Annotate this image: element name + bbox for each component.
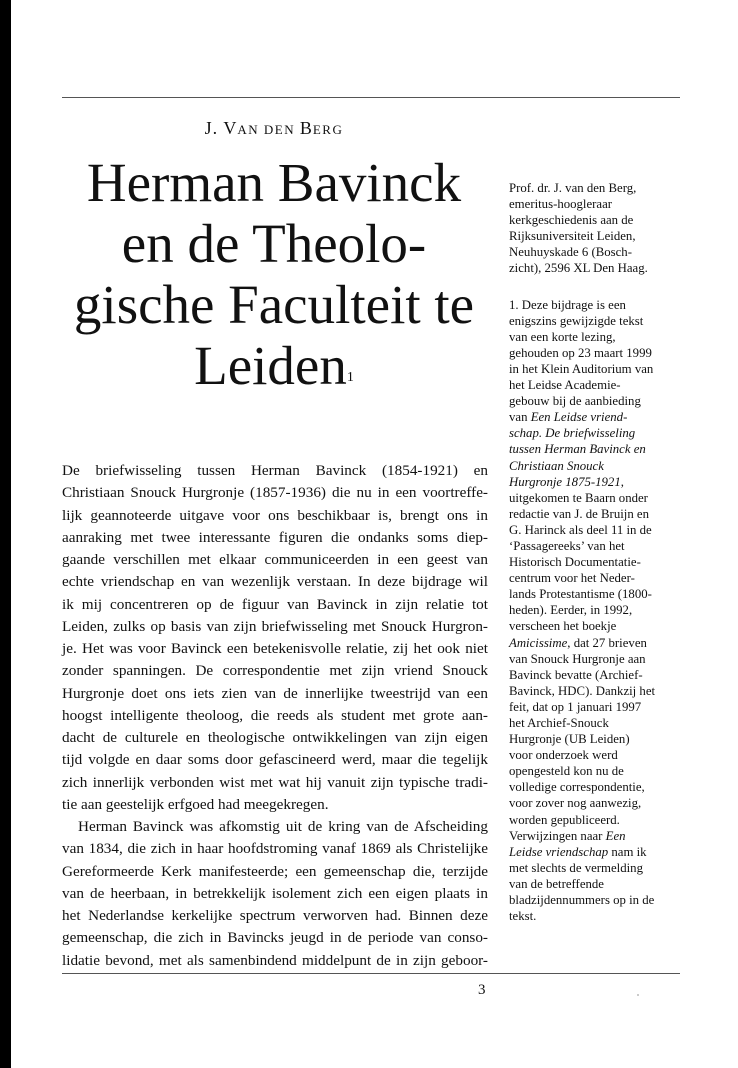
plain-text: van xyxy=(509,410,531,425)
author-name-part: V xyxy=(223,118,238,138)
title-last-word: Leiden xyxy=(194,335,347,396)
body-paragraph xyxy=(62,460,488,816)
footnote-line xyxy=(509,345,679,361)
text-line: echte vriendschap en van wezenlijk verstaan. In deze bijdrage wil xyxy=(62,573,488,591)
title-line: Herman Bavinck xyxy=(86,152,462,213)
scan-edge-bar xyxy=(0,0,11,1068)
text-line: hoogst intelligente theoloog, die reeds als student met grote aan- xyxy=(62,706,488,724)
footnote-marker: 1 xyxy=(346,370,354,385)
footnote-line xyxy=(509,602,679,618)
plain-text: ‘Passagereeks’ van het xyxy=(509,538,625,553)
text-line: tie aan geestelijk erfgoed had meegekregen. xyxy=(62,795,329,813)
author-name-part: ERG xyxy=(312,122,344,137)
plain-text: voor onderzoek werd xyxy=(509,748,618,763)
footnote-line xyxy=(509,860,679,876)
plain-text: van Snouck Hurgronje aan xyxy=(509,651,646,666)
footnote-line xyxy=(509,506,679,522)
text-line: aanraking met twee interessante figuren die ondanks soms diep- xyxy=(62,528,488,546)
footnote-line xyxy=(509,393,679,409)
footnote-line xyxy=(509,586,679,602)
plain-text: G. Harinck als deel 11 in de xyxy=(509,522,652,537)
text-line: gemeenschap, die zich in Bavincks jeugd in de periode van conso- xyxy=(62,929,488,947)
plain-text: uitgekomen te Baarn onder xyxy=(509,490,648,505)
page-number: 3 xyxy=(478,982,486,998)
text-line: Hurgronje doet ons iets zien van de innerlijke tweestrijd van een xyxy=(62,684,488,702)
text-line: lijk geannoteerde uitgave voor ons beschikbaar is, brengt ons in xyxy=(62,506,488,524)
note-line: Prof. dr. J. van den Berg, xyxy=(509,181,637,195)
plain-text: verscheen het boekje xyxy=(509,619,617,634)
note-line: Neuhuyskade 6 (Bosch- xyxy=(509,245,632,260)
text-line: het Nederlandse kerkelijke spectrum verworven had. Binnen deze xyxy=(62,907,488,924)
italic-text: Amicissime xyxy=(509,635,568,650)
footnote-line xyxy=(509,812,679,828)
plain-text: enigszins gewijzigde tekst xyxy=(509,313,644,328)
footnote-line xyxy=(509,635,679,651)
note-line: Rijksuniversiteit Leiden, xyxy=(509,229,636,244)
footnote-line xyxy=(509,908,679,924)
footnote-line xyxy=(509,618,679,634)
text-line: van de heerbaan, in betrekkelijk isolement zich een eigen plaats in xyxy=(62,884,488,902)
plain-text: Verwijzingen naar xyxy=(509,828,606,843)
plain-text: het Leidse Academie- xyxy=(509,378,621,393)
plain-text: het Archief-Snouck xyxy=(509,716,609,730)
plain-text: Historisch Documentatie- xyxy=(509,555,641,570)
note-line: emeritus-hoogleraar xyxy=(509,197,613,212)
body-paragraph xyxy=(62,816,488,972)
plain-text: in het Klein Auditorium van xyxy=(509,361,654,376)
footnote-line xyxy=(509,441,679,457)
text-line: Herman Bavinck was afkomstig uit de kring van de Afscheiding xyxy=(78,818,488,835)
plain-text: gehouden op 23 maart 1999 xyxy=(509,345,652,360)
footnote-line xyxy=(509,828,679,844)
author-name-part: AN DEN xyxy=(237,122,300,137)
footnote-line xyxy=(509,876,679,892)
italic-text: tussen Herman Bavinck en xyxy=(509,442,646,457)
footnote-line xyxy=(509,763,679,779)
plain-text: Bavinck bevatte (Archief- xyxy=(509,667,643,682)
plain-text: , dat 27 brieven xyxy=(567,635,647,650)
footnote-line xyxy=(509,297,679,313)
plain-text: tekst. xyxy=(509,909,537,924)
plain-text: Hurgronje (UB Leiden) xyxy=(509,732,630,747)
spacer xyxy=(509,277,679,297)
plain-text: nam ik xyxy=(608,844,647,859)
plain-text: met slechts de vermelding xyxy=(509,860,643,875)
footnote-line xyxy=(509,522,679,538)
footnote-1 xyxy=(509,297,679,925)
plain-text: centrum voor het Neder- xyxy=(509,571,635,586)
bottom-rule xyxy=(62,973,680,974)
plain-text: , xyxy=(620,474,624,489)
italic-text: schap. De briefwisseling xyxy=(509,426,636,441)
plain-text: volledige correspondentie, xyxy=(509,780,645,795)
footnote-line xyxy=(509,651,679,667)
footnote-line xyxy=(509,313,679,329)
plain-text: worden gepubliceerd. xyxy=(509,812,620,827)
footnote-line xyxy=(509,667,679,683)
text-line: lidatie bevond, met als samenbindend middelpunt de in zijn geboor- xyxy=(62,951,488,969)
footnote-line xyxy=(509,409,679,425)
italic-text: Een xyxy=(605,828,626,843)
footnote-line xyxy=(509,474,679,490)
footnote-line xyxy=(509,425,679,441)
plain-text: heden). Eerder, in 1992, xyxy=(509,603,633,618)
plain-text: redactie van J. de Bruijn en xyxy=(509,506,650,521)
note-line: zicht), 2596 XL Den Haag. xyxy=(509,261,648,276)
plain-text: feit, dat op 1 januari 1997 xyxy=(509,699,642,714)
title-line: en de Theolo- xyxy=(121,213,427,274)
plain-text: van de betreffende xyxy=(509,876,604,891)
author-name-part: B xyxy=(299,118,313,138)
footnote-line xyxy=(509,361,679,377)
plain-text: lands Protestantisme (1800- xyxy=(509,587,652,602)
plain-text: voor zover nog aanwezig, xyxy=(509,796,642,811)
note-line: kerkgeschiedenis aan de xyxy=(509,213,634,228)
text-line: van 1834, die zich in haar hoofdstroming vanaf 1869 als Christelijke xyxy=(62,840,488,858)
plain-text: Bavinck, HDC). Dankzij het xyxy=(509,683,656,698)
text-line: tijd volgde en daar soms door gefascineerd werd, maar die tegelijk xyxy=(62,751,488,769)
plain-text: bladzijdennummers op in de xyxy=(509,893,655,908)
footnote-line xyxy=(509,570,679,586)
author-name xyxy=(60,118,488,139)
text-line: zonder spanningen. De correspondentie met zijn vriend Snouck xyxy=(62,662,488,680)
footnote-line xyxy=(509,844,679,860)
text-line: dacht de culturele en theologische ontwikkelingen van zijn eigen xyxy=(62,729,488,746)
text-line: Gereformeerde Kerk manifesteerde; een gemeenschap die, terzijde xyxy=(62,862,488,880)
body-text xyxy=(62,460,488,972)
plain-text: 1. Deze bijdrage is een xyxy=(509,297,626,312)
text-line: gaande verschillen met elkaar communiceerden in een geest van xyxy=(62,551,488,568)
footnote-line xyxy=(509,554,679,570)
footnote-line xyxy=(509,538,679,554)
footnote-line xyxy=(509,715,679,731)
margin-notes xyxy=(509,180,679,924)
plain-text: opengesteld kon nu de xyxy=(509,764,624,779)
top-rule xyxy=(62,97,680,98)
author-note xyxy=(509,180,679,277)
article-title xyxy=(60,152,488,396)
text-line: je. Het was voor Bavinck een betekenisvolle relatie, zij het ook niet xyxy=(62,640,488,657)
title-line: gische Faculteit te xyxy=(73,274,475,335)
footnote-line xyxy=(509,892,679,908)
footnote-line xyxy=(509,458,679,474)
italic-text: Leidse vriendschap xyxy=(509,844,609,859)
author-surname xyxy=(223,118,343,138)
footnote-line xyxy=(509,329,679,345)
text-line: Christiaan Snouck Hurgronje (1857-1936) die nu in een voortreffe- xyxy=(62,484,488,502)
italic-text: Christiaan Snouck xyxy=(509,458,604,473)
text-line: zich innerlijk verbonden wist met wat hij vanuit zijn typische tradi- xyxy=(62,773,488,791)
footnote-line xyxy=(509,795,679,811)
footnote-line xyxy=(509,377,679,393)
title-line xyxy=(60,335,488,396)
scan-speck xyxy=(637,994,639,996)
plain-text: gebouw bij de aanbieding xyxy=(509,394,641,409)
italic-text: Een Leidse vriend- xyxy=(530,410,628,425)
italic-text: Hurgronje 1875-1921 xyxy=(509,474,621,489)
footnote-line xyxy=(509,490,679,506)
footnote-line xyxy=(509,779,679,795)
footnote-line xyxy=(509,699,679,715)
text-line: Leiden, zulks op basis van zijn briefwisseling met Snouck Hurgron- xyxy=(62,617,488,635)
footnote-line xyxy=(509,683,679,699)
footnote-line xyxy=(509,747,679,763)
footnote-line xyxy=(509,731,679,747)
plain-text: van een korte lezing, xyxy=(509,329,616,344)
text-line: De briefwisseling tussen Herman Bavinck (1854-1921) en xyxy=(62,462,488,479)
author-initial: J. xyxy=(204,118,219,138)
text-line: ik mij concentreren op de figuur van Bavinck in zijn relatie tot xyxy=(62,595,488,613)
